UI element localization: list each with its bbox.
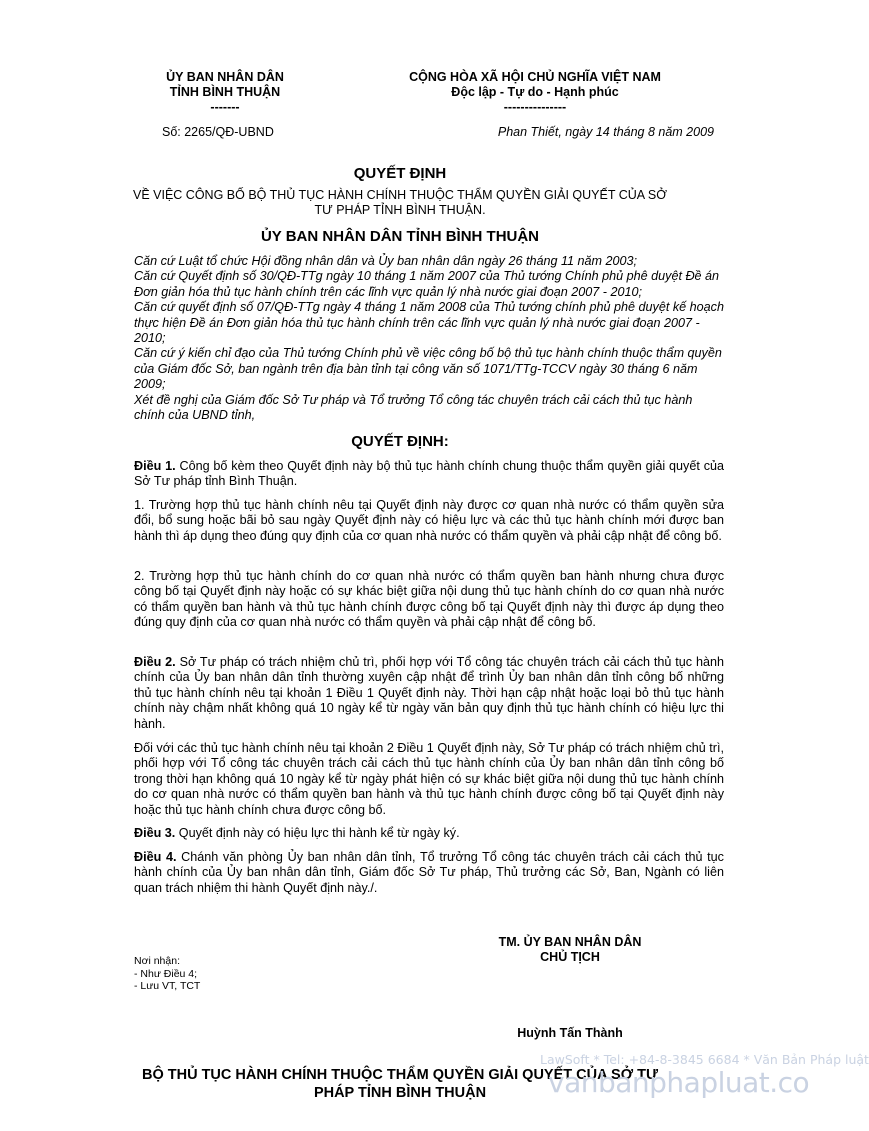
issuing-authority-heading: ỦY BAN NHÂN DÂN TỈNH BÌNH THUẬN xyxy=(260,228,540,245)
issuer-block xyxy=(150,70,300,115)
recipients-title: Nơi nhận: xyxy=(134,955,180,967)
motto-divider: --------------- xyxy=(503,100,567,114)
article-1-text: Công bố kèm theo Quyết định này bộ thủ tục hành chính chung thuộc thẩm quyền giải quyết của Sở Tư pháp tỉnh Bình Thuận. xyxy=(134,459,724,489)
watermark-large: vanbanphapluat.co xyxy=(548,1066,810,1099)
subject-line2: TƯ PHÁP TỈNH BÌNH THUẬN. xyxy=(314,203,486,217)
annex-title-line2: PHÁP TỈNH BÌNH THUẬN xyxy=(313,1084,487,1101)
article-1 xyxy=(134,459,724,490)
article-4-label: Điều 4. xyxy=(134,850,177,864)
watermark-small: LawSoft * Tel: +84-8-3845 6684 * Văn Bản Pháp luật xyxy=(540,1052,869,1067)
issuer-divider: ------- xyxy=(210,100,240,114)
legal-basis xyxy=(134,254,724,423)
article-2-label: Điều 2. xyxy=(134,655,176,669)
national-motto-block xyxy=(380,70,690,115)
article-1-clause-1: 1. Trường hợp thủ tục hành chính nêu tại Quyết định này được cơ quan nhà nước có thẩm quyền sửa đổi, bổ sung hoặc bãi bỏ sau ngày Quyết định này có hiệu lực và các thủ tục hành chính mới được ban hành thì áp dụng theo đúng quy định của cơ quan nhà nước có thẩm quyền và phải cập nhật để công bố. xyxy=(134,498,724,543)
signature-line2: CHỦ TỊCH xyxy=(540,950,600,964)
annex-title-line1: BỘ THỦ TỤC HÀNH CHÍNH THUỘC THẨM QUYỀN GIẢI QUYẾT CỦA SỞ TƯ xyxy=(141,1067,659,1083)
signature-line1: TM. ỦY BAN NHÂN DÂN xyxy=(498,935,642,949)
signature-block xyxy=(470,935,670,965)
recipient-item: - Lưu VT, TCT xyxy=(134,980,201,992)
article-2 xyxy=(134,655,724,732)
signer-name: Huỳnh Tấn Thành xyxy=(517,1026,623,1040)
recipients-block xyxy=(134,955,200,993)
article-3-text: Quyết định này có hiệu lực thi hành kể từ ngày ký. xyxy=(175,826,460,840)
article-3 xyxy=(134,826,724,841)
article-4-text: Chánh văn phòng Ủy ban nhân dân tỉnh, Tổ trưởng Tổ công tác chuyên trách cải cách thủ tục hành chính của Ủy ban nhân dân tỉnh, Giám đốc Sở Tư pháp, Thủ trưởng các Sở, Ban, Ngành có liên quan trách nhiệm thi hành Quyết định này./. xyxy=(134,850,724,895)
issuer-line1: ỦY BAN NHÂN DÂN xyxy=(166,70,284,84)
document-subject xyxy=(100,188,700,218)
place-date: Phan Thiết, ngày 14 tháng 8 năm 2009 xyxy=(497,125,714,139)
basis-item: Xét đề nghị của Giám đốc Sở Tư pháp và Tổ trưởng Tổ công tác chuyên trách cải cách thủ tục hành chính của UBND tỉnh, xyxy=(134,392,693,423)
basis-item: Căn cứ Quyết định số 30/QĐ-TTg ngày 10 tháng 1 năm 2007 của Thủ tướng Chính phủ phê duyệt Đề án Đơn giản hóa thủ tục hành chính trên các lĩnh vực quản lý nhà nước giai đoạn 2007 - 2010; xyxy=(134,269,720,299)
article-1-clause-2: 2. Trường hợp thủ tục hành chính do cơ quan nhà nước có thẩm quyền ban hành nhưng chưa được công bố tại Quyết định này hoặc có sự khác biệt giữa nội dung thủ tục hành chính do cơ quan nhà nước có thẩm quyền ban hành và thủ tục hành chính được công bố tại Quyết định này thì được áp dụng theo đúng quy định của cơ quan nhà nước có thẩm quyền và phải cập nhật để công bố. xyxy=(134,569,724,630)
issuer-line2: TỈNH BÌNH THUẬN xyxy=(169,85,281,99)
basis-item: Căn cứ quyết định số 07/QĐ-TTg ngày 4 tháng 1 năm 2008 của Thủ tướng chính phủ phê duyệt kế hoạch thực hiện Đề án Đơn giản hóa thủ tục hành chính trên các lĩnh vực quản lý nhà nước giai đoạn 2007 - 2010; xyxy=(134,300,724,346)
motto: Độc lập - Tự do - Hạnh phúc xyxy=(451,85,619,99)
article-2-paragraph-2: Đối với các thủ tục hành chính nêu tại khoản 2 Điều 1 Quyết định này, Sở Tư pháp có trách nhiệm chủ trì, phối hợp với Tổ công tác chuyên trách cải cách thủ tục hành chính của Ủy ban nhân dân tỉnh công bố trong thời hạn không quá 10 ngày kể từ ngày phát hiện có sự khác biệt giữa nội dung thủ tục hành chính do cơ quan nhà nước có thẩm quyền ban hành và thủ tục hành chính được công bố tại Quyết định này hoặc thủ tục hành chính chưa được công bố. xyxy=(134,741,724,817)
decision-heading: QUYẾT ĐỊNH: xyxy=(351,433,449,450)
basis-item: Căn cứ Luật tổ chức Hội đồng nhân dân và Ủy ban nhân dân ngày 26 tháng 11 năm 2003; xyxy=(134,254,638,268)
article-4 xyxy=(134,850,724,896)
article-3-label: Điều 3. xyxy=(134,826,176,840)
basis-item: Căn cứ ý kiến chỉ đạo của Thủ tướng Chính phủ về việc công bố bộ thủ tục hành chính thuộc thẩm quyền của Giám đốc Sở, ban ngành trên địa bàn tỉnh tại công văn số 1071/TTg-TCCV ngày 30 tháng 6 năm 2009; xyxy=(134,346,722,392)
document-type-title: QUYẾT ĐỊNH xyxy=(353,165,447,182)
article-1-label: Điều 1. xyxy=(134,459,176,473)
article-2-text: Sở Tư pháp có trách nhiệm chủ trì, phối hợp với Tổ công tác chuyên trách cải cách thủ tục hành chính của Ủy ban nhân dân tỉnh thường xuyên cập nhật để trình Ủy ban nhân dân tỉnh công bố những thủ tục hành chính nêu tại khoản 1 Điều 1 Quyết định này. Thời hạn cập nhật hoặc loại bỏ thủ tục hành chính này chậm nhất không quá 10 ngày kể từ ngày văn bản quy định thủ tục hành chính có hiệu lực thi hành. xyxy=(134,655,724,731)
recipient-item: - Như Điều 4; xyxy=(134,967,198,980)
document-number: Số: 2265/QĐ-UBND xyxy=(162,125,274,139)
country-name: CỘNG HÒA XÃ HỘI CHỦ NGHĨA VIỆT NAM xyxy=(409,70,661,84)
subject-line1: VỀ VIỆC CÔNG BỐ BỘ THỦ TỤC HÀNH CHÍNH THUỘC THẨM QUYỀN GIẢI QUYẾT CỦA SỞ xyxy=(133,188,667,202)
